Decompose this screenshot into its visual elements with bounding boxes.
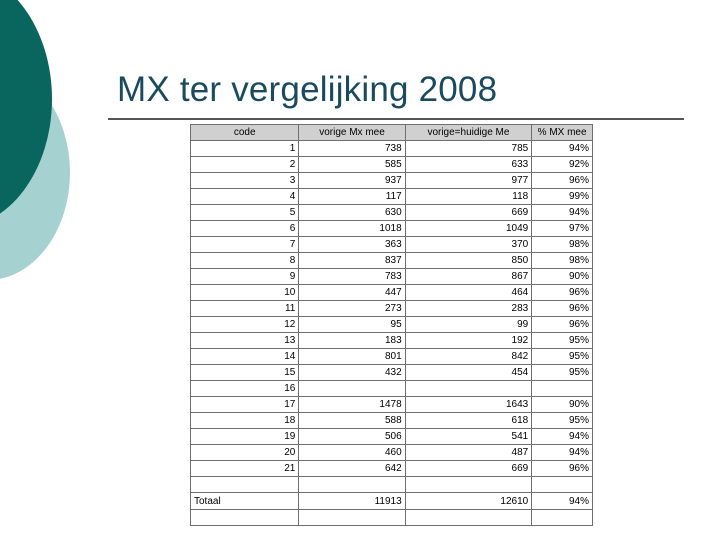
percent-mx-cell: 94%	[532, 141, 593, 157]
empty-cell	[405, 510, 532, 526]
empty-cell	[299, 510, 405, 526]
previous-mx-cell: 273	[299, 301, 405, 317]
previous-mx-cell: 630	[299, 205, 405, 221]
table-row	[191, 189, 593, 205]
row-code-cell: 12	[191, 317, 299, 333]
row-code-cell: 3	[191, 173, 299, 189]
row-code-cell: 17	[191, 397, 299, 413]
previous-mx-cell: 738	[299, 141, 405, 157]
row-code-cell: 4	[191, 189, 299, 205]
percent-mx-cell: 96%	[532, 173, 593, 189]
previous-mx-cell: 642	[299, 461, 405, 477]
row-code-cell: 11	[191, 301, 299, 317]
column-header: code	[191, 125, 299, 141]
percent-mx-cell: 98%	[532, 237, 593, 253]
table-row	[191, 221, 593, 237]
percent-mx-cell: 95%	[532, 349, 593, 365]
percent-mx-cell: 96%	[532, 317, 593, 333]
percent-mx-cell: 97%	[532, 221, 593, 237]
same-me-cell: 669	[405, 205, 532, 221]
same-me-cell: 669	[405, 461, 532, 477]
percent-mx-cell: 94%	[532, 205, 593, 221]
row-code-cell: 7	[191, 237, 299, 253]
previous-mx-cell	[299, 381, 405, 397]
previous-mx-cell: 585	[299, 157, 405, 173]
previous-mx-cell: 183	[299, 333, 405, 349]
percent-mx-cell: 90%	[532, 397, 593, 413]
percent-mx-cell: 99%	[532, 189, 593, 205]
previous-mx-cell: 937	[299, 173, 405, 189]
previous-mx-cell: 588	[299, 413, 405, 429]
row-code-cell: 14	[191, 349, 299, 365]
table-row	[191, 173, 593, 189]
same-me-cell: 785	[405, 141, 532, 157]
previous-mx-cell: 460	[299, 445, 405, 461]
row-code-cell: 9	[191, 269, 299, 285]
table-row	[191, 253, 593, 269]
same-me-cell: 1049	[405, 221, 532, 237]
row-code-cell: 2	[191, 157, 299, 173]
empty-cell	[191, 510, 299, 526]
table-row	[191, 333, 593, 349]
row-code-cell: 6	[191, 221, 299, 237]
percent-mx-cell: 90%	[532, 269, 593, 285]
percent-mx-cell: 96%	[532, 285, 593, 301]
table-row	[191, 285, 593, 301]
header-row	[191, 125, 593, 141]
previous-mx-cell: 837	[299, 253, 405, 269]
column-header: % MX mee	[532, 125, 593, 141]
total-same-me-cell: 12610	[405, 493, 532, 510]
title-divider	[108, 118, 684, 120]
table-row	[191, 237, 593, 253]
previous-mx-cell: 783	[299, 269, 405, 285]
table-row	[191, 205, 593, 221]
total-row	[191, 493, 593, 510]
previous-mx-cell: 1018	[299, 221, 405, 237]
table-row	[191, 429, 593, 445]
percent-mx-cell: 96%	[532, 461, 593, 477]
row-code-cell: 20	[191, 445, 299, 461]
row-code-cell: 8	[191, 253, 299, 269]
same-me-cell: 850	[405, 253, 532, 269]
previous-mx-cell: 117	[299, 189, 405, 205]
previous-mx-cell: 1478	[299, 397, 405, 413]
previous-mx-cell: 363	[299, 237, 405, 253]
same-me-cell: 283	[405, 301, 532, 317]
row-code-cell: 1	[191, 141, 299, 157]
previous-mx-cell: 506	[299, 429, 405, 445]
table-row	[191, 141, 593, 157]
table-row	[191, 301, 593, 317]
same-me-cell	[405, 381, 532, 397]
same-me-cell: 192	[405, 333, 532, 349]
row-code-cell: 16	[191, 381, 299, 397]
empty-cell	[532, 477, 593, 493]
previous-mx-cell: 447	[299, 285, 405, 301]
row-code-cell: 10	[191, 285, 299, 301]
slide-title: MX ter vergelijking 2008	[117, 70, 498, 109]
empty-cell	[299, 477, 405, 493]
same-me-cell: 867	[405, 269, 532, 285]
same-me-cell: 464	[405, 285, 532, 301]
same-me-cell: 541	[405, 429, 532, 445]
row-code-cell: 13	[191, 333, 299, 349]
table-row	[191, 157, 593, 173]
percent-mx-cell: 96%	[532, 301, 593, 317]
row-code-cell: 5	[191, 205, 299, 221]
table-row	[191, 397, 593, 413]
column-header: vorige Mx mee	[299, 125, 405, 141]
percent-mx-cell: 94%	[532, 445, 593, 461]
table-row	[191, 349, 593, 365]
previous-mx-cell: 432	[299, 365, 405, 381]
percent-mx-cell: 98%	[532, 253, 593, 269]
total-percent-cell: 94%	[532, 493, 593, 510]
table-row	[191, 365, 593, 381]
table-row	[191, 461, 593, 477]
row-code-cell: 21	[191, 461, 299, 477]
same-me-cell: 370	[405, 237, 532, 253]
table-row	[191, 381, 593, 397]
table-row	[191, 317, 593, 333]
row-code-cell: 15	[191, 365, 299, 381]
empty-cell	[405, 477, 532, 493]
total-label-cell: Totaal	[191, 493, 299, 510]
total-previous-mx-cell: 11913	[299, 493, 405, 510]
previous-mx-cell: 95	[299, 317, 405, 333]
empty-cell	[191, 477, 299, 493]
empty-cell	[532, 510, 593, 526]
percent-mx-cell: 94%	[532, 429, 593, 445]
same-me-cell: 99	[405, 317, 532, 333]
percent-mx-cell: 92%	[532, 157, 593, 173]
row-code-cell: 18	[191, 413, 299, 429]
table-row	[191, 269, 593, 285]
previous-mx-cell: 801	[299, 349, 405, 365]
table-row	[191, 445, 593, 461]
comparison-table	[190, 124, 593, 526]
same-me-cell: 977	[405, 173, 532, 189]
table-row	[191, 413, 593, 429]
same-me-cell: 454	[405, 365, 532, 381]
same-me-cell: 633	[405, 157, 532, 173]
percent-mx-cell: 95%	[532, 413, 593, 429]
same-me-cell: 618	[405, 413, 532, 429]
same-me-cell: 842	[405, 349, 532, 365]
same-me-cell: 487	[405, 445, 532, 461]
same-me-cell: 1643	[405, 397, 532, 413]
percent-mx-cell: 95%	[532, 333, 593, 349]
row-code-cell: 19	[191, 429, 299, 445]
percent-mx-cell	[532, 381, 593, 397]
spacer-row	[191, 510, 593, 526]
percent-mx-cell: 95%	[532, 365, 593, 381]
spacer-row	[191, 477, 593, 493]
column-header: vorige=huidige Me	[405, 125, 532, 141]
same-me-cell: 118	[405, 189, 532, 205]
